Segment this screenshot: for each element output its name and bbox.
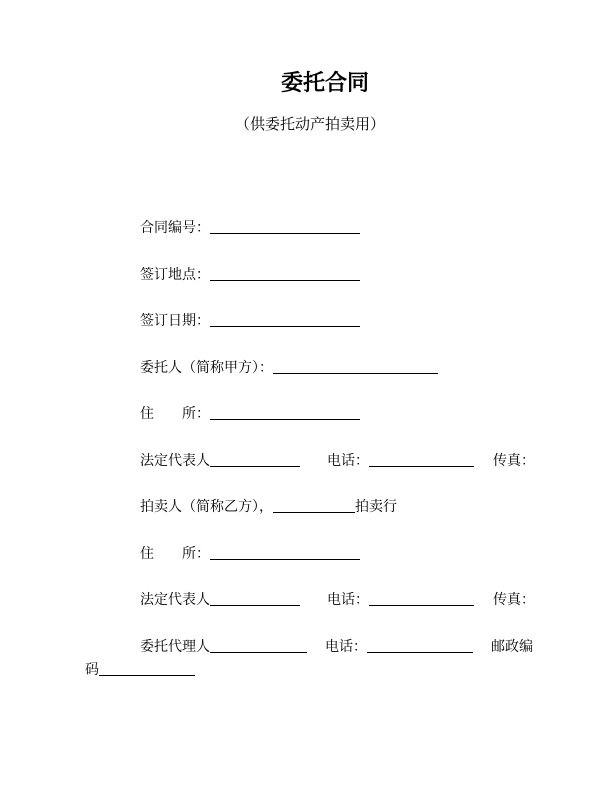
party-b-phone-label: 电话：	[327, 593, 369, 608]
party-a-legal-rep-blank	[210, 451, 300, 467]
agent-row-line1	[85, 636, 536, 659]
party-b-address-blank	[210, 544, 360, 560]
agent-phone-label: 电话：	[325, 639, 367, 655]
signing-date-label: 签订日期：	[140, 314, 210, 329]
signing-place-label: 签订地点：	[140, 267, 210, 283]
party-b-row	[85, 496, 536, 519]
document-title: 委托合同	[280, 70, 369, 95]
postal-code-blank	[99, 660, 195, 676]
agent-phone-blank	[367, 637, 473, 653]
party-b-phone-blank	[369, 590, 474, 606]
party-a-row	[85, 357, 536, 380]
party-a-label: 委托人（简称甲方）：	[140, 360, 273, 376]
contract-number-label: 合同编号：	[140, 221, 210, 236]
document-subtitle: （供委托动产拍卖用）	[234, 117, 385, 133]
signing-date-row	[85, 310, 536, 333]
party-a-phone-blank	[369, 451, 474, 467]
agent-row-line2	[85, 659, 536, 682]
contract-number-blank	[210, 218, 360, 234]
party-b-representative-row	[85, 589, 536, 612]
contract-form-body	[0, 217, 612, 682]
party-b-address-label: 住 所：	[140, 546, 210, 562]
party-a-address-label: 住 所：	[140, 407, 210, 422]
party-a-fax-label: 传真：	[493, 453, 535, 469]
agent-row	[85, 636, 536, 682]
party-b-fax-label: 传真：	[493, 593, 535, 608]
signing-date-blank	[210, 311, 360, 327]
party-b-legal-rep-label: 法定代表人	[140, 593, 210, 608]
postal-code-label-part1: 邮政编	[491, 639, 533, 655]
party-a-blank	[273, 358, 438, 374]
signing-place-row	[85, 264, 536, 287]
party-b-label: 拍卖人（简称乙方），	[140, 500, 273, 515]
party-b-suffix-label: 拍卖行	[355, 500, 397, 515]
agent-label: 委托代理人	[140, 639, 210, 655]
party-a-address-blank	[210, 404, 360, 420]
postal-code-label-part2: 码	[85, 662, 99, 678]
party-a-representative-row	[85, 450, 536, 473]
party-b-address-row	[85, 543, 536, 566]
party-b-legal-rep-blank	[210, 590, 300, 606]
party-a-phone-label: 电话：	[327, 453, 369, 469]
agent-name-blank	[210, 637, 307, 653]
signing-place-blank	[210, 265, 360, 281]
party-a-legal-rep-label: 法定代表人	[140, 453, 210, 469]
party-a-address-row	[85, 403, 536, 426]
party-b-name-blank	[273, 497, 355, 513]
contract-number-row	[85, 217, 536, 240]
